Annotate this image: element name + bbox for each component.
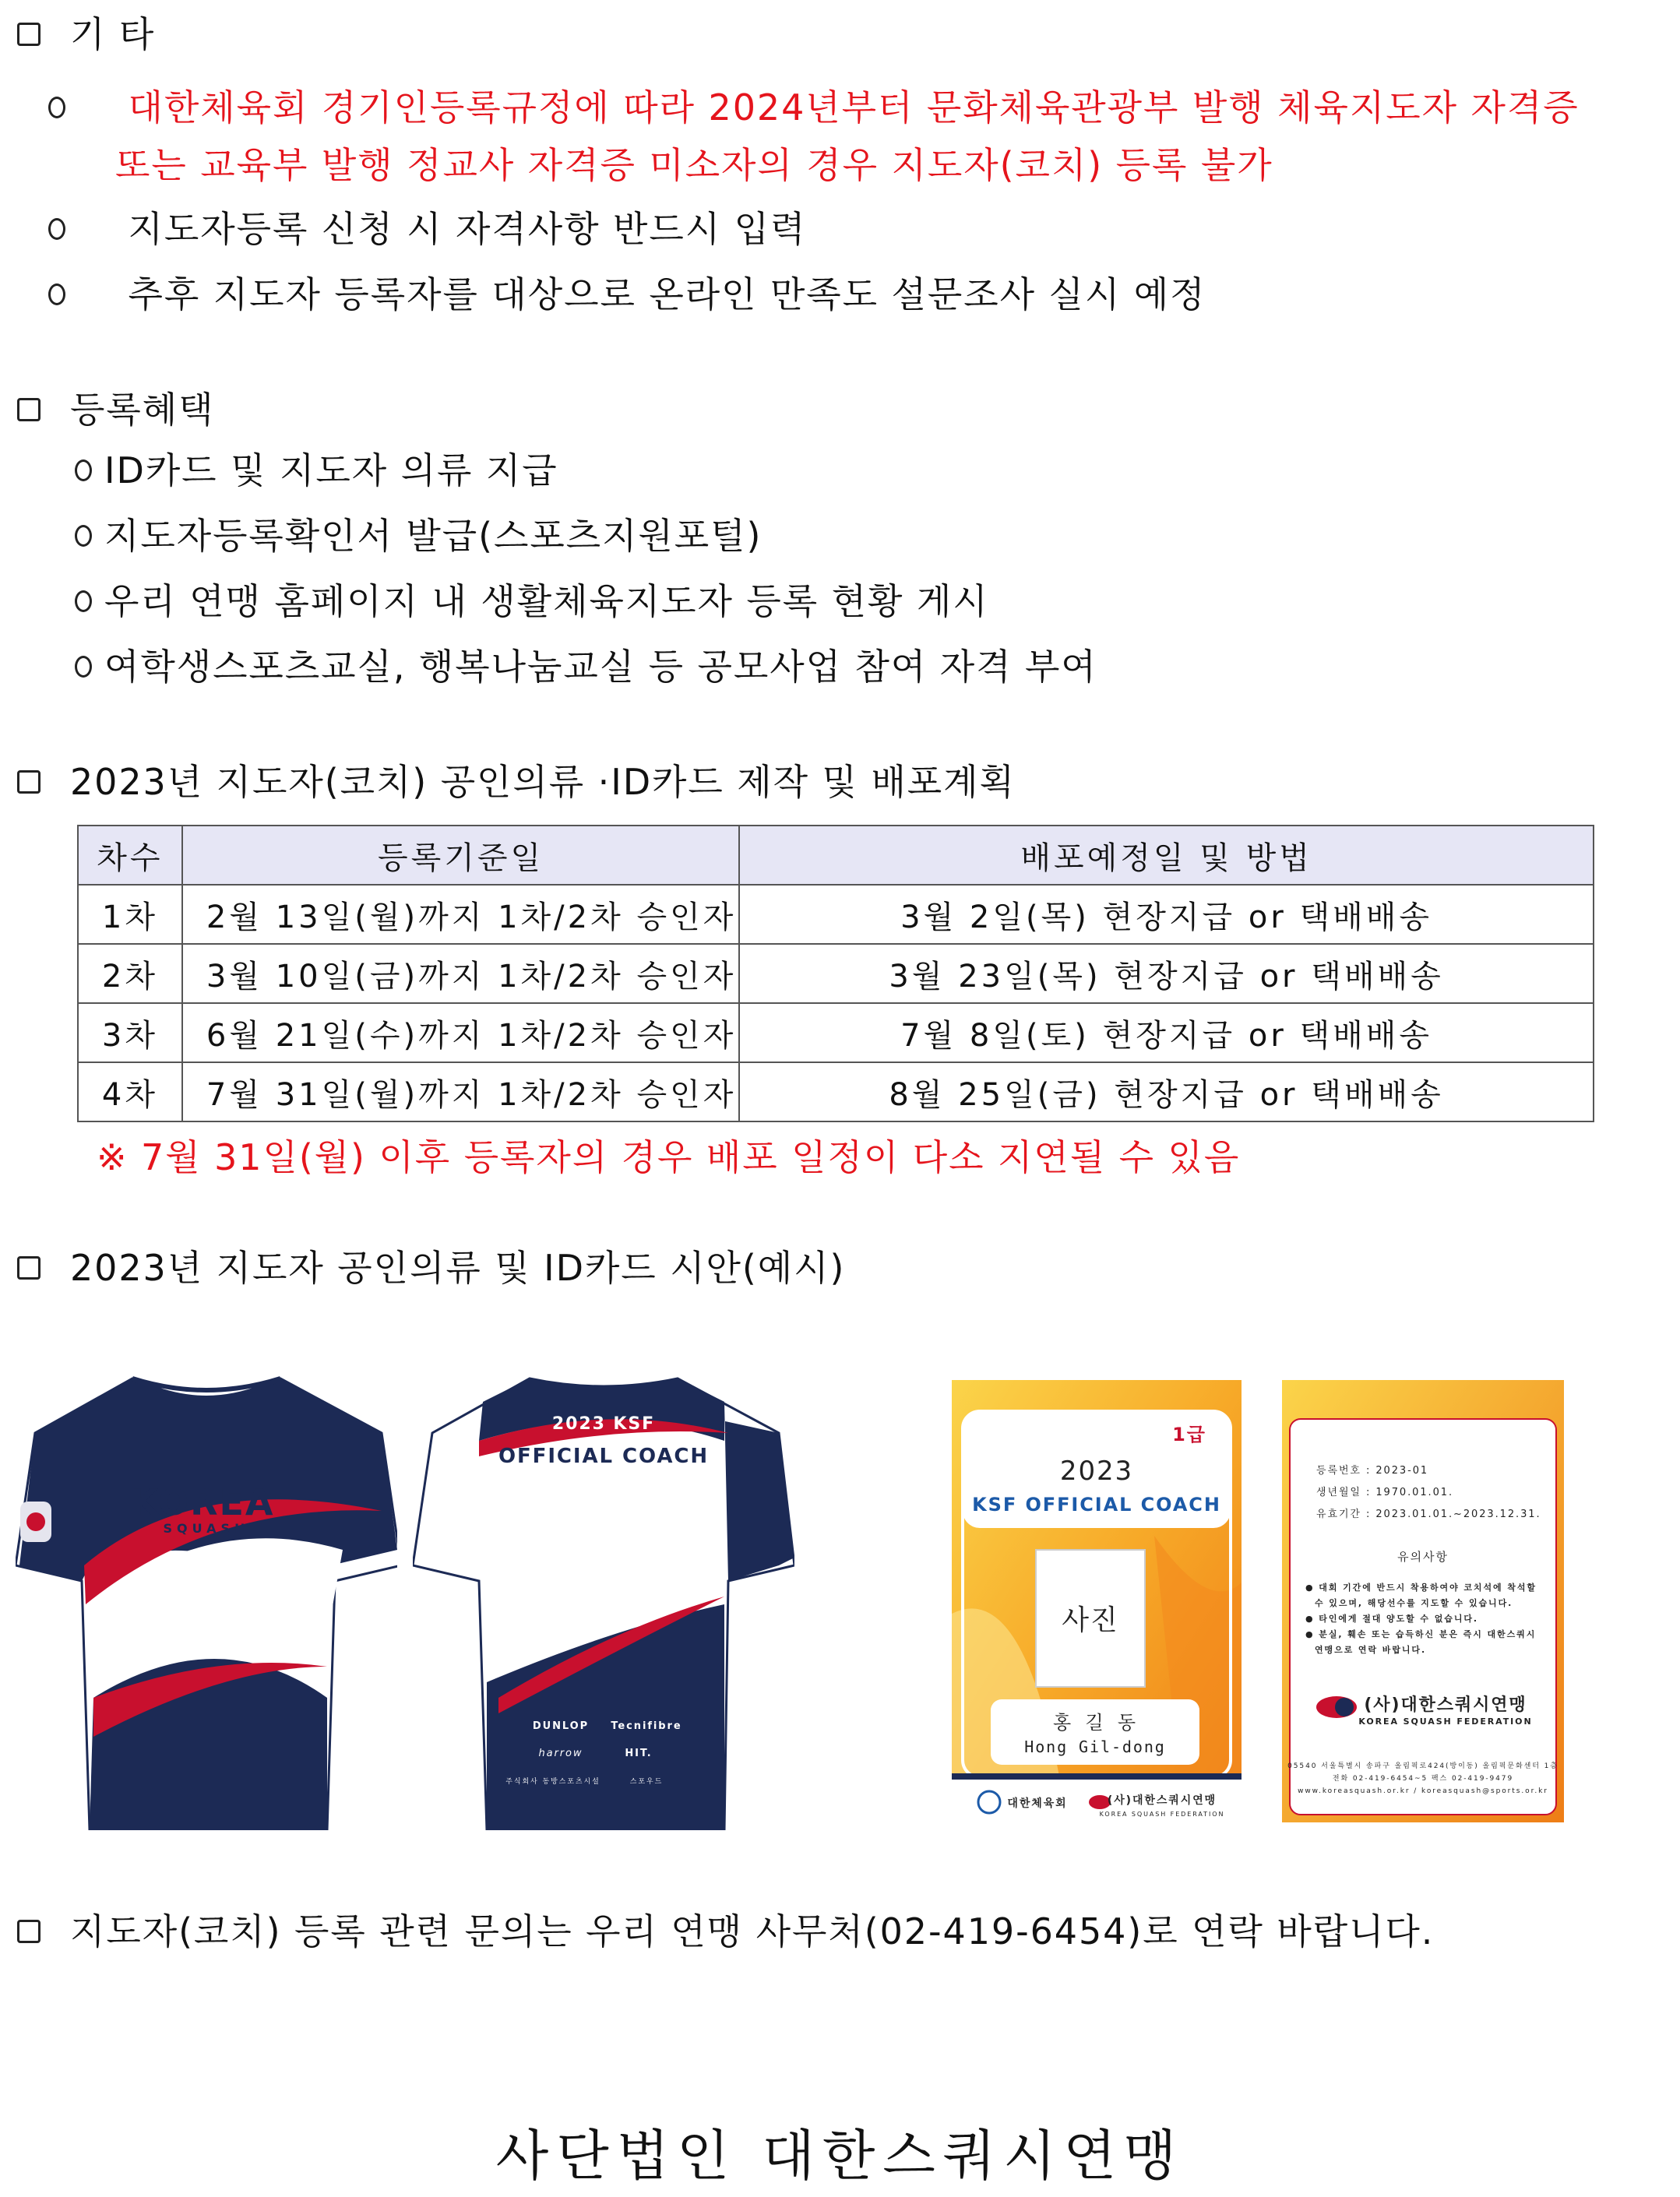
table-cell: 3월 10일(금)까지 1차/2차 승인자 (182, 944, 739, 1003)
card-org-en: KOREA SQUASH FEDERATION (1358, 1716, 1533, 1727)
misc-heading: 기 타 (17, 11, 155, 58)
card-notice: 수 있으며, 해당선수를 지도할 수 있습니다. (1315, 1598, 1513, 1608)
table-cell: 2차 (78, 944, 182, 1003)
table-cell: 3월 23일(목) 현장지급 or 택배배송 (739, 944, 1594, 1003)
shirt-back-line1: 2023 KSF (551, 1414, 656, 1434)
column-header: 차수 (78, 826, 182, 885)
table-cell: 3차 (78, 1003, 182, 1062)
column-header: 등록기준일 (182, 826, 739, 885)
shirt-front-sub: SQUASH (163, 1521, 250, 1536)
footer-org-name: 사단법인 대한스쿼시연맹 (495, 2124, 1185, 2188)
table-cell: 1차 (78, 885, 182, 944)
card-title: KSF OFFICIAL COACH (972, 1494, 1221, 1516)
card-photo-label: 사진 (1062, 1604, 1119, 1636)
table-cell: 3월 2일(목) 현장지급 or 택배배송 (739, 885, 1594, 944)
card-notice: ● 타인에게 절대 양도할 수 없습니다. (1305, 1614, 1479, 1624)
shirt-back-image (413, 1371, 794, 1830)
card-name-ko: 홍 길 동 (1052, 1712, 1138, 1734)
card-field: 등록번호 : 2023-01 (1316, 1465, 1429, 1477)
card-field: 생년월일 : 1970.01.01. (1316, 1487, 1454, 1498)
card-notice: ● 분실, 훼손 또는 습득하신 분은 즉시 대한스쿼시 (1305, 1629, 1537, 1639)
card-notice: 연맹으로 연락 바랍니다. (1315, 1645, 1427, 1655)
card-grade: 1급 (1172, 1424, 1206, 1445)
id-card-front-image (952, 1380, 1242, 1830)
sponsor-logo: 스포우드 (629, 1778, 664, 1786)
card-logo2-en: KOREA SQUASH FEDERATION (1099, 1811, 1225, 1818)
checkbox-square-icon (17, 1920, 41, 1943)
table-row (78, 885, 1594, 944)
table-cell: 7월 31일(월)까지 1차/2차 승인자 (182, 1062, 739, 1121)
card-year: 2023 (1059, 1456, 1134, 1487)
card-name-en: Hong Gil-dong (1024, 1738, 1166, 1756)
table-row (78, 944, 1594, 1003)
shirt-front-image (16, 1371, 397, 1830)
table-row (78, 1062, 1594, 1121)
table-cell: 4차 (78, 1062, 182, 1121)
checkbox-square-icon (17, 1256, 41, 1280)
table-cell: 2월 13일(월)까지 1차/2차 승인자 (182, 885, 739, 944)
card-notice-title: 유의사항 (1397, 1550, 1449, 1564)
table-cell: 8월 25일(금) 현장지급 or 택배배송 (739, 1062, 1594, 1121)
card-org: (사)대한스쿼시연맹 (1364, 1695, 1527, 1715)
card-address: 05540 서울특별시 송파구 올림픽로424(방이동) 올림픽문화센터 1층 (1287, 1762, 1558, 1770)
card-logo1: 대한체육회 (1007, 1797, 1068, 1810)
benefit-item: 우리 연맹 홈페이지 내 생활체육지도자 등록 현황 게시 (75, 578, 989, 625)
card-field: 유효기간 : 2023.01.01.~2023.12.31. (1316, 1509, 1541, 1520)
sponsor-logo: harrow (538, 1748, 583, 1759)
checkbox-square-icon (17, 398, 41, 421)
card-address: www.koreasquash.or.kr / koreasquash@sports.or.kr (1298, 1787, 1548, 1795)
circle-bullet-icon (75, 590, 92, 612)
misc-item-1: 대한체육회 경기인등록규정에 따라 2024년부터 문화체육관광부 발행 체육지도자 자격증 (48, 84, 1580, 131)
sample-heading: 2023년 지도자 공인의류 및 ID카드 시안(예시) (17, 1245, 845, 1291)
sponsor-logo: DUNLOP (532, 1720, 590, 1732)
sponsor-logo: Tecnifibre (611, 1720, 682, 1732)
circle-bullet-icon (48, 218, 65, 240)
shirt-back-line2: OFFICIAL COACH (498, 1445, 710, 1468)
plan-note: ※ 7월 31일(월) 이후 등록자의 경우 배포 일정이 다소 지연될 수 있음 (97, 1136, 1241, 1178)
circle-bullet-icon (48, 97, 65, 118)
card-notice: ● 대회 기간에 반드시 착용하여야 코치석에 착석할 (1305, 1583, 1537, 1593)
card-address: 전화 02-419-6454~5 팩스 02-419-9479 (1332, 1775, 1514, 1783)
misc-item-3: 추후 지도자 등록자를 대상으로 온라인 만족도 설문조사 실시 예정 (48, 271, 1206, 318)
misc-item-1-cont: 또는 교육부 발행 정교사 자격증 미소자의 경우 지도자(코치) 등록 불가 (115, 144, 1273, 186)
distribution-table (77, 825, 1594, 1122)
circle-bullet-icon (48, 283, 65, 305)
shirt-front-brand: KOREA (130, 1481, 275, 1523)
checkbox-square-icon (17, 23, 41, 46)
table-cell: 7월 8일(토) 현장지급 or 택배배송 (739, 1003, 1594, 1062)
sponsor-logo: HIT. (625, 1748, 653, 1759)
misc-item-2: 지도자등록 신청 시 자격사항 반드시 입력 (48, 206, 806, 252)
plan-heading: 2023년 지도자(코치) 공인의류 ·ID카드 제작 및 배포계획 (17, 759, 1016, 805)
sponsor-logo: 주식회사 동방스포츠시설 (505, 1778, 601, 1786)
column-header: 배포예정일 및 방법 (739, 826, 1594, 885)
circle-bullet-icon (75, 656, 92, 678)
checkbox-square-icon (17, 770, 41, 794)
circle-bullet-icon (75, 525, 92, 547)
benefit-item: 지도자등록확인서 발급(스포츠지원포털) (75, 512, 762, 559)
id-card-back-image (1282, 1380, 1564, 1822)
circle-bullet-icon (75, 459, 92, 481)
benefit-item: ID카드 및 지도자 의류 지급 (75, 447, 558, 494)
contact-line: 지도자(코치) 등록 관련 문의는 우리 연맹 사무처(02-419-6454)로 연락 바랍니다. (17, 1908, 1434, 1955)
table-cell: 6월 21일(수)까지 1차/2차 승인자 (182, 1003, 739, 1062)
table-header-row (78, 826, 1594, 885)
card-logo2: (사)대한스쿼시연맹 (1107, 1794, 1217, 1807)
benefit-item: 여학생스포츠교실, 행복나눔교실 등 공모사업 참여 자격 부여 (75, 643, 1097, 690)
benefits-heading: 등록혜택 (17, 386, 214, 433)
table-row (78, 1003, 1594, 1062)
